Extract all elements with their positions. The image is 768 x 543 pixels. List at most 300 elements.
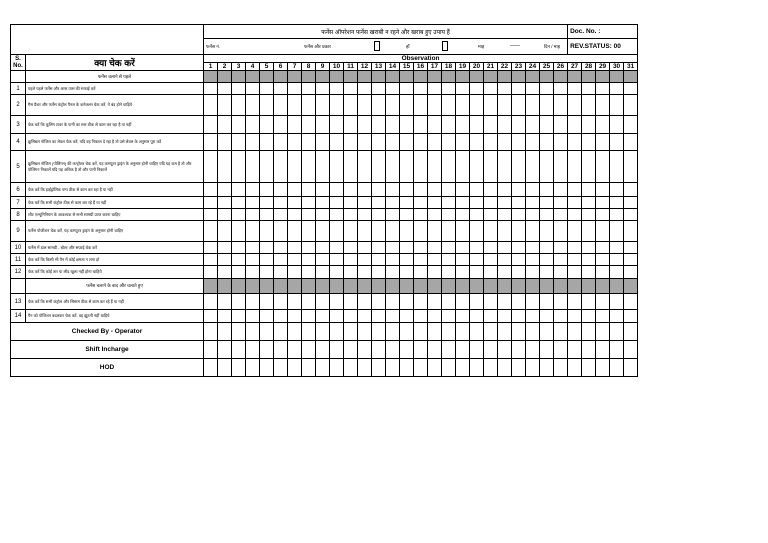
observation-cell[interactable] xyxy=(246,83,260,95)
observation-cell[interactable] xyxy=(400,323,414,341)
observation-cell[interactable] xyxy=(302,95,316,116)
observation-cell[interactable] xyxy=(428,266,442,279)
observation-cell[interactable] xyxy=(302,221,316,242)
observation-cell[interactable] xyxy=(540,83,554,95)
observation-cell[interactable] xyxy=(540,254,554,266)
observation-cell[interactable] xyxy=(288,359,302,377)
observation-cell[interactable] xyxy=(260,294,274,310)
observation-cell[interactable] xyxy=(372,221,386,242)
observation-cell[interactable] xyxy=(204,209,218,221)
observation-cell[interactable] xyxy=(442,242,456,254)
observation-cell[interactable] xyxy=(428,151,442,183)
observation-cell[interactable] xyxy=(372,359,386,377)
observation-cell[interactable] xyxy=(456,341,470,359)
observation-cell[interactable] xyxy=(484,209,498,221)
observation-cell[interactable] xyxy=(288,95,302,116)
observation-cell[interactable] xyxy=(260,95,274,116)
observation-cell[interactable] xyxy=(526,83,540,95)
observation-cell[interactable] xyxy=(498,294,512,310)
observation-cell[interactable] xyxy=(288,310,302,323)
observation-cell[interactable] xyxy=(582,116,596,134)
observation-cell[interactable] xyxy=(470,341,484,359)
observation-cell[interactable] xyxy=(498,95,512,116)
observation-cell[interactable] xyxy=(582,134,596,151)
observation-cell[interactable] xyxy=(302,266,316,279)
observation-cell[interactable] xyxy=(386,359,400,377)
observation-cell[interactable] xyxy=(442,254,456,266)
observation-cell[interactable] xyxy=(512,151,526,183)
observation-cell[interactable] xyxy=(414,254,428,266)
observation-cell[interactable] xyxy=(470,310,484,323)
observation-cell[interactable] xyxy=(596,95,610,116)
observation-cell[interactable] xyxy=(414,197,428,209)
observation-cell[interactable] xyxy=(288,242,302,254)
observation-cell[interactable] xyxy=(274,183,288,197)
observation-cell[interactable] xyxy=(274,242,288,254)
observation-cell[interactable] xyxy=(568,134,582,151)
observation-cell[interactable] xyxy=(624,254,638,266)
observation-cell[interactable] xyxy=(442,95,456,116)
observation-cell[interactable] xyxy=(288,209,302,221)
observation-cell[interactable] xyxy=(610,221,624,242)
observation-cell[interactable] xyxy=(260,183,274,197)
observation-cell[interactable] xyxy=(302,83,316,95)
observation-cell[interactable] xyxy=(260,341,274,359)
observation-cell[interactable] xyxy=(442,323,456,341)
observation-cell[interactable] xyxy=(344,266,358,279)
observation-cell[interactable] xyxy=(386,83,400,95)
observation-cell[interactable] xyxy=(358,209,372,221)
observation-cell[interactable] xyxy=(358,83,372,95)
observation-cell[interactable] xyxy=(400,83,414,95)
observation-cell[interactable] xyxy=(484,221,498,242)
observation-cell[interactable] xyxy=(372,134,386,151)
observation-cell[interactable] xyxy=(372,266,386,279)
observation-cell[interactable] xyxy=(456,183,470,197)
observation-cell[interactable] xyxy=(526,294,540,310)
observation-cell[interactable] xyxy=(554,183,568,197)
observation-cell[interactable] xyxy=(540,134,554,151)
observation-cell[interactable] xyxy=(624,83,638,95)
observation-cell[interactable] xyxy=(526,116,540,134)
observation-cell[interactable] xyxy=(372,116,386,134)
observation-cell[interactable] xyxy=(358,95,372,116)
observation-cell[interactable] xyxy=(484,266,498,279)
observation-cell[interactable] xyxy=(330,341,344,359)
observation-cell[interactable] xyxy=(330,151,344,183)
observation-cell[interactable] xyxy=(568,209,582,221)
observation-cell[interactable] xyxy=(526,134,540,151)
observation-cell[interactable] xyxy=(540,323,554,341)
observation-cell[interactable] xyxy=(204,183,218,197)
observation-cell[interactable] xyxy=(554,134,568,151)
observation-cell[interactable] xyxy=(232,266,246,279)
observation-cell[interactable] xyxy=(372,209,386,221)
observation-cell[interactable] xyxy=(498,197,512,209)
observation-cell[interactable] xyxy=(316,183,330,197)
observation-cell[interactable] xyxy=(302,151,316,183)
observation-cell[interactable] xyxy=(400,359,414,377)
observation-cell[interactable] xyxy=(204,197,218,209)
observation-cell[interactable] xyxy=(358,359,372,377)
observation-cell[interactable] xyxy=(302,254,316,266)
observation-cell[interactable] xyxy=(260,359,274,377)
observation-cell[interactable] xyxy=(274,221,288,242)
observation-cell[interactable] xyxy=(568,323,582,341)
observation-cell[interactable] xyxy=(288,151,302,183)
observation-cell[interactable] xyxy=(344,254,358,266)
observation-cell[interactable] xyxy=(554,116,568,134)
observation-cell[interactable] xyxy=(288,116,302,134)
observation-cell[interactable] xyxy=(554,209,568,221)
observation-cell[interactable] xyxy=(386,116,400,134)
observation-cell[interactable] xyxy=(498,341,512,359)
observation-cell[interactable] xyxy=(610,294,624,310)
observation-cell[interactable] xyxy=(344,209,358,221)
observation-cell[interactable] xyxy=(358,242,372,254)
observation-cell[interactable] xyxy=(232,183,246,197)
observation-cell[interactable] xyxy=(428,134,442,151)
observation-cell[interactable] xyxy=(540,359,554,377)
observation-cell[interactable] xyxy=(400,151,414,183)
observation-cell[interactable] xyxy=(456,323,470,341)
observation-cell[interactable] xyxy=(554,197,568,209)
observation-cell[interactable] xyxy=(246,359,260,377)
observation-cell[interactable] xyxy=(400,341,414,359)
observation-cell[interactable] xyxy=(302,242,316,254)
observation-cell[interactable] xyxy=(218,209,232,221)
observation-cell[interactable] xyxy=(526,209,540,221)
observation-cell[interactable] xyxy=(624,134,638,151)
observation-cell[interactable] xyxy=(260,323,274,341)
observation-cell[interactable] xyxy=(540,116,554,134)
observation-cell[interactable] xyxy=(218,151,232,183)
observation-cell[interactable] xyxy=(610,359,624,377)
observation-cell[interactable] xyxy=(512,95,526,116)
observation-cell[interactable] xyxy=(498,323,512,341)
observation-cell[interactable] xyxy=(414,116,428,134)
observation-cell[interactable] xyxy=(568,341,582,359)
observation-cell[interactable] xyxy=(624,294,638,310)
observation-cell[interactable] xyxy=(246,221,260,242)
observation-cell[interactable] xyxy=(610,83,624,95)
observation-cell[interactable] xyxy=(204,323,218,341)
observation-cell[interactable] xyxy=(498,266,512,279)
observation-cell[interactable] xyxy=(260,116,274,134)
observation-cell[interactable] xyxy=(470,197,484,209)
observation-cell[interactable] xyxy=(344,323,358,341)
observation-cell[interactable] xyxy=(512,209,526,221)
observation-cell[interactable] xyxy=(554,310,568,323)
observation-cell[interactable] xyxy=(232,341,246,359)
observation-cell[interactable] xyxy=(540,209,554,221)
observation-cell[interactable] xyxy=(596,221,610,242)
observation-cell[interactable] xyxy=(596,359,610,377)
observation-cell[interactable] xyxy=(442,134,456,151)
observation-cell[interactable] xyxy=(330,134,344,151)
observation-cell[interactable] xyxy=(470,151,484,183)
observation-cell[interactable] xyxy=(260,134,274,151)
observation-cell[interactable] xyxy=(316,209,330,221)
observation-cell[interactable] xyxy=(400,254,414,266)
observation-cell[interactable] xyxy=(512,359,526,377)
observation-cell[interactable] xyxy=(624,221,638,242)
observation-cell[interactable] xyxy=(400,116,414,134)
observation-cell[interactable] xyxy=(344,116,358,134)
observation-cell[interactable] xyxy=(288,323,302,341)
observation-cell[interactable] xyxy=(526,221,540,242)
observation-cell[interactable] xyxy=(428,209,442,221)
observation-cell[interactable] xyxy=(302,294,316,310)
observation-cell[interactable] xyxy=(596,266,610,279)
observation-cell[interactable] xyxy=(316,310,330,323)
observation-cell[interactable] xyxy=(442,310,456,323)
observation-cell[interactable] xyxy=(484,95,498,116)
observation-cell[interactable] xyxy=(344,242,358,254)
observation-cell[interactable] xyxy=(456,294,470,310)
observation-cell[interactable] xyxy=(498,151,512,183)
observation-cell[interactable] xyxy=(456,197,470,209)
observation-cell[interactable] xyxy=(344,221,358,242)
observation-cell[interactable] xyxy=(274,266,288,279)
observation-cell[interactable] xyxy=(484,197,498,209)
observation-cell[interactable] xyxy=(596,134,610,151)
observation-cell[interactable] xyxy=(372,294,386,310)
observation-cell[interactable] xyxy=(582,341,596,359)
observation-cell[interactable] xyxy=(302,197,316,209)
observation-cell[interactable] xyxy=(596,341,610,359)
observation-cell[interactable] xyxy=(512,83,526,95)
observation-cell[interactable] xyxy=(274,95,288,116)
observation-cell[interactable] xyxy=(554,242,568,254)
observation-cell[interactable] xyxy=(246,151,260,183)
observation-cell[interactable] xyxy=(246,134,260,151)
observation-cell[interactable] xyxy=(414,209,428,221)
observation-cell[interactable] xyxy=(456,116,470,134)
observation-cell[interactable] xyxy=(442,83,456,95)
observation-cell[interactable] xyxy=(246,254,260,266)
observation-cell[interactable] xyxy=(358,151,372,183)
observation-cell[interactable] xyxy=(274,310,288,323)
observation-cell[interactable] xyxy=(386,323,400,341)
observation-cell[interactable] xyxy=(456,254,470,266)
observation-cell[interactable] xyxy=(218,221,232,242)
observation-cell[interactable] xyxy=(456,359,470,377)
observation-cell[interactable] xyxy=(582,183,596,197)
observation-cell[interactable] xyxy=(512,116,526,134)
observation-cell[interactable] xyxy=(568,116,582,134)
observation-cell[interactable] xyxy=(456,95,470,116)
observation-cell[interactable] xyxy=(330,209,344,221)
observation-cell[interactable] xyxy=(400,310,414,323)
observation-cell[interactable] xyxy=(568,183,582,197)
observation-cell[interactable] xyxy=(386,242,400,254)
observation-cell[interactable] xyxy=(316,242,330,254)
observation-cell[interactable] xyxy=(316,83,330,95)
observation-cell[interactable] xyxy=(470,95,484,116)
observation-cell[interactable] xyxy=(596,294,610,310)
observation-cell[interactable] xyxy=(624,95,638,116)
observation-cell[interactable] xyxy=(428,310,442,323)
observation-cell[interactable] xyxy=(232,151,246,183)
observation-cell[interactable] xyxy=(274,359,288,377)
observation-cell[interactable] xyxy=(470,242,484,254)
observation-cell[interactable] xyxy=(260,266,274,279)
observation-cell[interactable] xyxy=(624,151,638,183)
observation-cell[interactable] xyxy=(204,266,218,279)
observation-cell[interactable] xyxy=(512,221,526,242)
observation-cell[interactable] xyxy=(456,242,470,254)
observation-cell[interactable] xyxy=(400,95,414,116)
observation-cell[interactable] xyxy=(246,116,260,134)
observation-cell[interactable] xyxy=(400,197,414,209)
observation-cell[interactable] xyxy=(428,197,442,209)
observation-cell[interactable] xyxy=(540,294,554,310)
observation-cell[interactable] xyxy=(386,197,400,209)
observation-cell[interactable] xyxy=(232,242,246,254)
observation-cell[interactable] xyxy=(568,294,582,310)
observation-cell[interactable] xyxy=(274,116,288,134)
observation-cell[interactable] xyxy=(540,151,554,183)
observation-cell[interactable] xyxy=(554,254,568,266)
observation-cell[interactable] xyxy=(358,254,372,266)
observation-cell[interactable] xyxy=(484,151,498,183)
observation-cell[interactable] xyxy=(344,134,358,151)
observation-cell[interactable] xyxy=(260,254,274,266)
observation-cell[interactable] xyxy=(400,294,414,310)
observation-cell[interactable] xyxy=(372,242,386,254)
observation-cell[interactable] xyxy=(316,221,330,242)
observation-cell[interactable] xyxy=(288,294,302,310)
observation-cell[interactable] xyxy=(204,83,218,95)
observation-cell[interactable] xyxy=(358,116,372,134)
observation-cell[interactable] xyxy=(274,341,288,359)
observation-cell[interactable] xyxy=(596,209,610,221)
observation-cell[interactable] xyxy=(526,95,540,116)
observation-cell[interactable] xyxy=(456,310,470,323)
observation-cell[interactable] xyxy=(330,310,344,323)
observation-cell[interactable] xyxy=(568,95,582,116)
observation-cell[interactable] xyxy=(484,83,498,95)
observation-cell[interactable] xyxy=(470,116,484,134)
observation-cell[interactable] xyxy=(274,197,288,209)
observation-cell[interactable] xyxy=(302,359,316,377)
observation-cell[interactable] xyxy=(442,221,456,242)
observation-cell[interactable] xyxy=(218,310,232,323)
observation-cell[interactable] xyxy=(386,134,400,151)
observation-cell[interactable] xyxy=(386,266,400,279)
observation-cell[interactable] xyxy=(358,183,372,197)
observation-cell[interactable] xyxy=(414,95,428,116)
observation-cell[interactable] xyxy=(610,266,624,279)
observation-cell[interactable] xyxy=(372,323,386,341)
observation-cell[interactable] xyxy=(428,294,442,310)
observation-cell[interactable] xyxy=(232,116,246,134)
observation-cell[interactable] xyxy=(316,254,330,266)
observation-cell[interactable] xyxy=(610,341,624,359)
observation-cell[interactable] xyxy=(246,310,260,323)
observation-cell[interactable] xyxy=(260,197,274,209)
observation-cell[interactable] xyxy=(442,116,456,134)
observation-cell[interactable] xyxy=(568,242,582,254)
observation-cell[interactable] xyxy=(428,221,442,242)
observation-cell[interactable] xyxy=(596,151,610,183)
observation-cell[interactable] xyxy=(498,359,512,377)
observation-cell[interactable] xyxy=(330,221,344,242)
observation-cell[interactable] xyxy=(204,254,218,266)
observation-cell[interactable] xyxy=(456,209,470,221)
observation-cell[interactable] xyxy=(316,323,330,341)
observation-cell[interactable] xyxy=(610,242,624,254)
observation-cell[interactable] xyxy=(498,242,512,254)
observation-cell[interactable] xyxy=(540,197,554,209)
observation-cell[interactable] xyxy=(288,341,302,359)
observation-cell[interactable] xyxy=(428,254,442,266)
observation-cell[interactable] xyxy=(386,341,400,359)
observation-cell[interactable] xyxy=(218,83,232,95)
observation-cell[interactable] xyxy=(358,134,372,151)
observation-cell[interactable] xyxy=(260,221,274,242)
observation-cell[interactable] xyxy=(386,151,400,183)
observation-cell[interactable] xyxy=(484,134,498,151)
observation-cell[interactable] xyxy=(540,221,554,242)
observation-cell[interactable] xyxy=(596,323,610,341)
observation-cell[interactable] xyxy=(456,266,470,279)
observation-cell[interactable] xyxy=(526,266,540,279)
observation-cell[interactable] xyxy=(260,310,274,323)
observation-cell[interactable] xyxy=(554,221,568,242)
observation-cell[interactable] xyxy=(372,197,386,209)
observation-cell[interactable] xyxy=(624,359,638,377)
observation-cell[interactable] xyxy=(484,341,498,359)
observation-cell[interactable] xyxy=(456,134,470,151)
observation-cell[interactable] xyxy=(260,242,274,254)
observation-cell[interactable] xyxy=(274,83,288,95)
observation-cell[interactable] xyxy=(582,242,596,254)
observation-cell[interactable] xyxy=(624,341,638,359)
observation-cell[interactable] xyxy=(498,134,512,151)
observation-cell[interactable] xyxy=(470,359,484,377)
observation-cell[interactable] xyxy=(414,134,428,151)
observation-cell[interactable] xyxy=(484,310,498,323)
observation-cell[interactable] xyxy=(414,310,428,323)
observation-cell[interactable] xyxy=(568,254,582,266)
observation-cell[interactable] xyxy=(554,151,568,183)
observation-cell[interactable] xyxy=(330,95,344,116)
observation-cell[interactable] xyxy=(414,341,428,359)
observation-cell[interactable] xyxy=(316,95,330,116)
observation-cell[interactable] xyxy=(232,95,246,116)
observation-cell[interactable] xyxy=(498,254,512,266)
observation-cell[interactable] xyxy=(442,266,456,279)
observation-cell[interactable] xyxy=(358,197,372,209)
observation-cell[interactable] xyxy=(512,242,526,254)
observation-cell[interactable] xyxy=(330,266,344,279)
observation-cell[interactable] xyxy=(610,310,624,323)
observation-cell[interactable] xyxy=(204,134,218,151)
observation-cell[interactable] xyxy=(260,209,274,221)
observation-cell[interactable] xyxy=(330,359,344,377)
observation-cell[interactable] xyxy=(260,151,274,183)
observation-cell[interactable] xyxy=(330,197,344,209)
observation-cell[interactable] xyxy=(274,254,288,266)
observation-cell[interactable] xyxy=(344,151,358,183)
observation-cell[interactable] xyxy=(330,254,344,266)
observation-cell[interactable] xyxy=(232,323,246,341)
observation-cell[interactable] xyxy=(372,310,386,323)
observation-cell[interactable] xyxy=(540,266,554,279)
observation-cell[interactable] xyxy=(302,134,316,151)
